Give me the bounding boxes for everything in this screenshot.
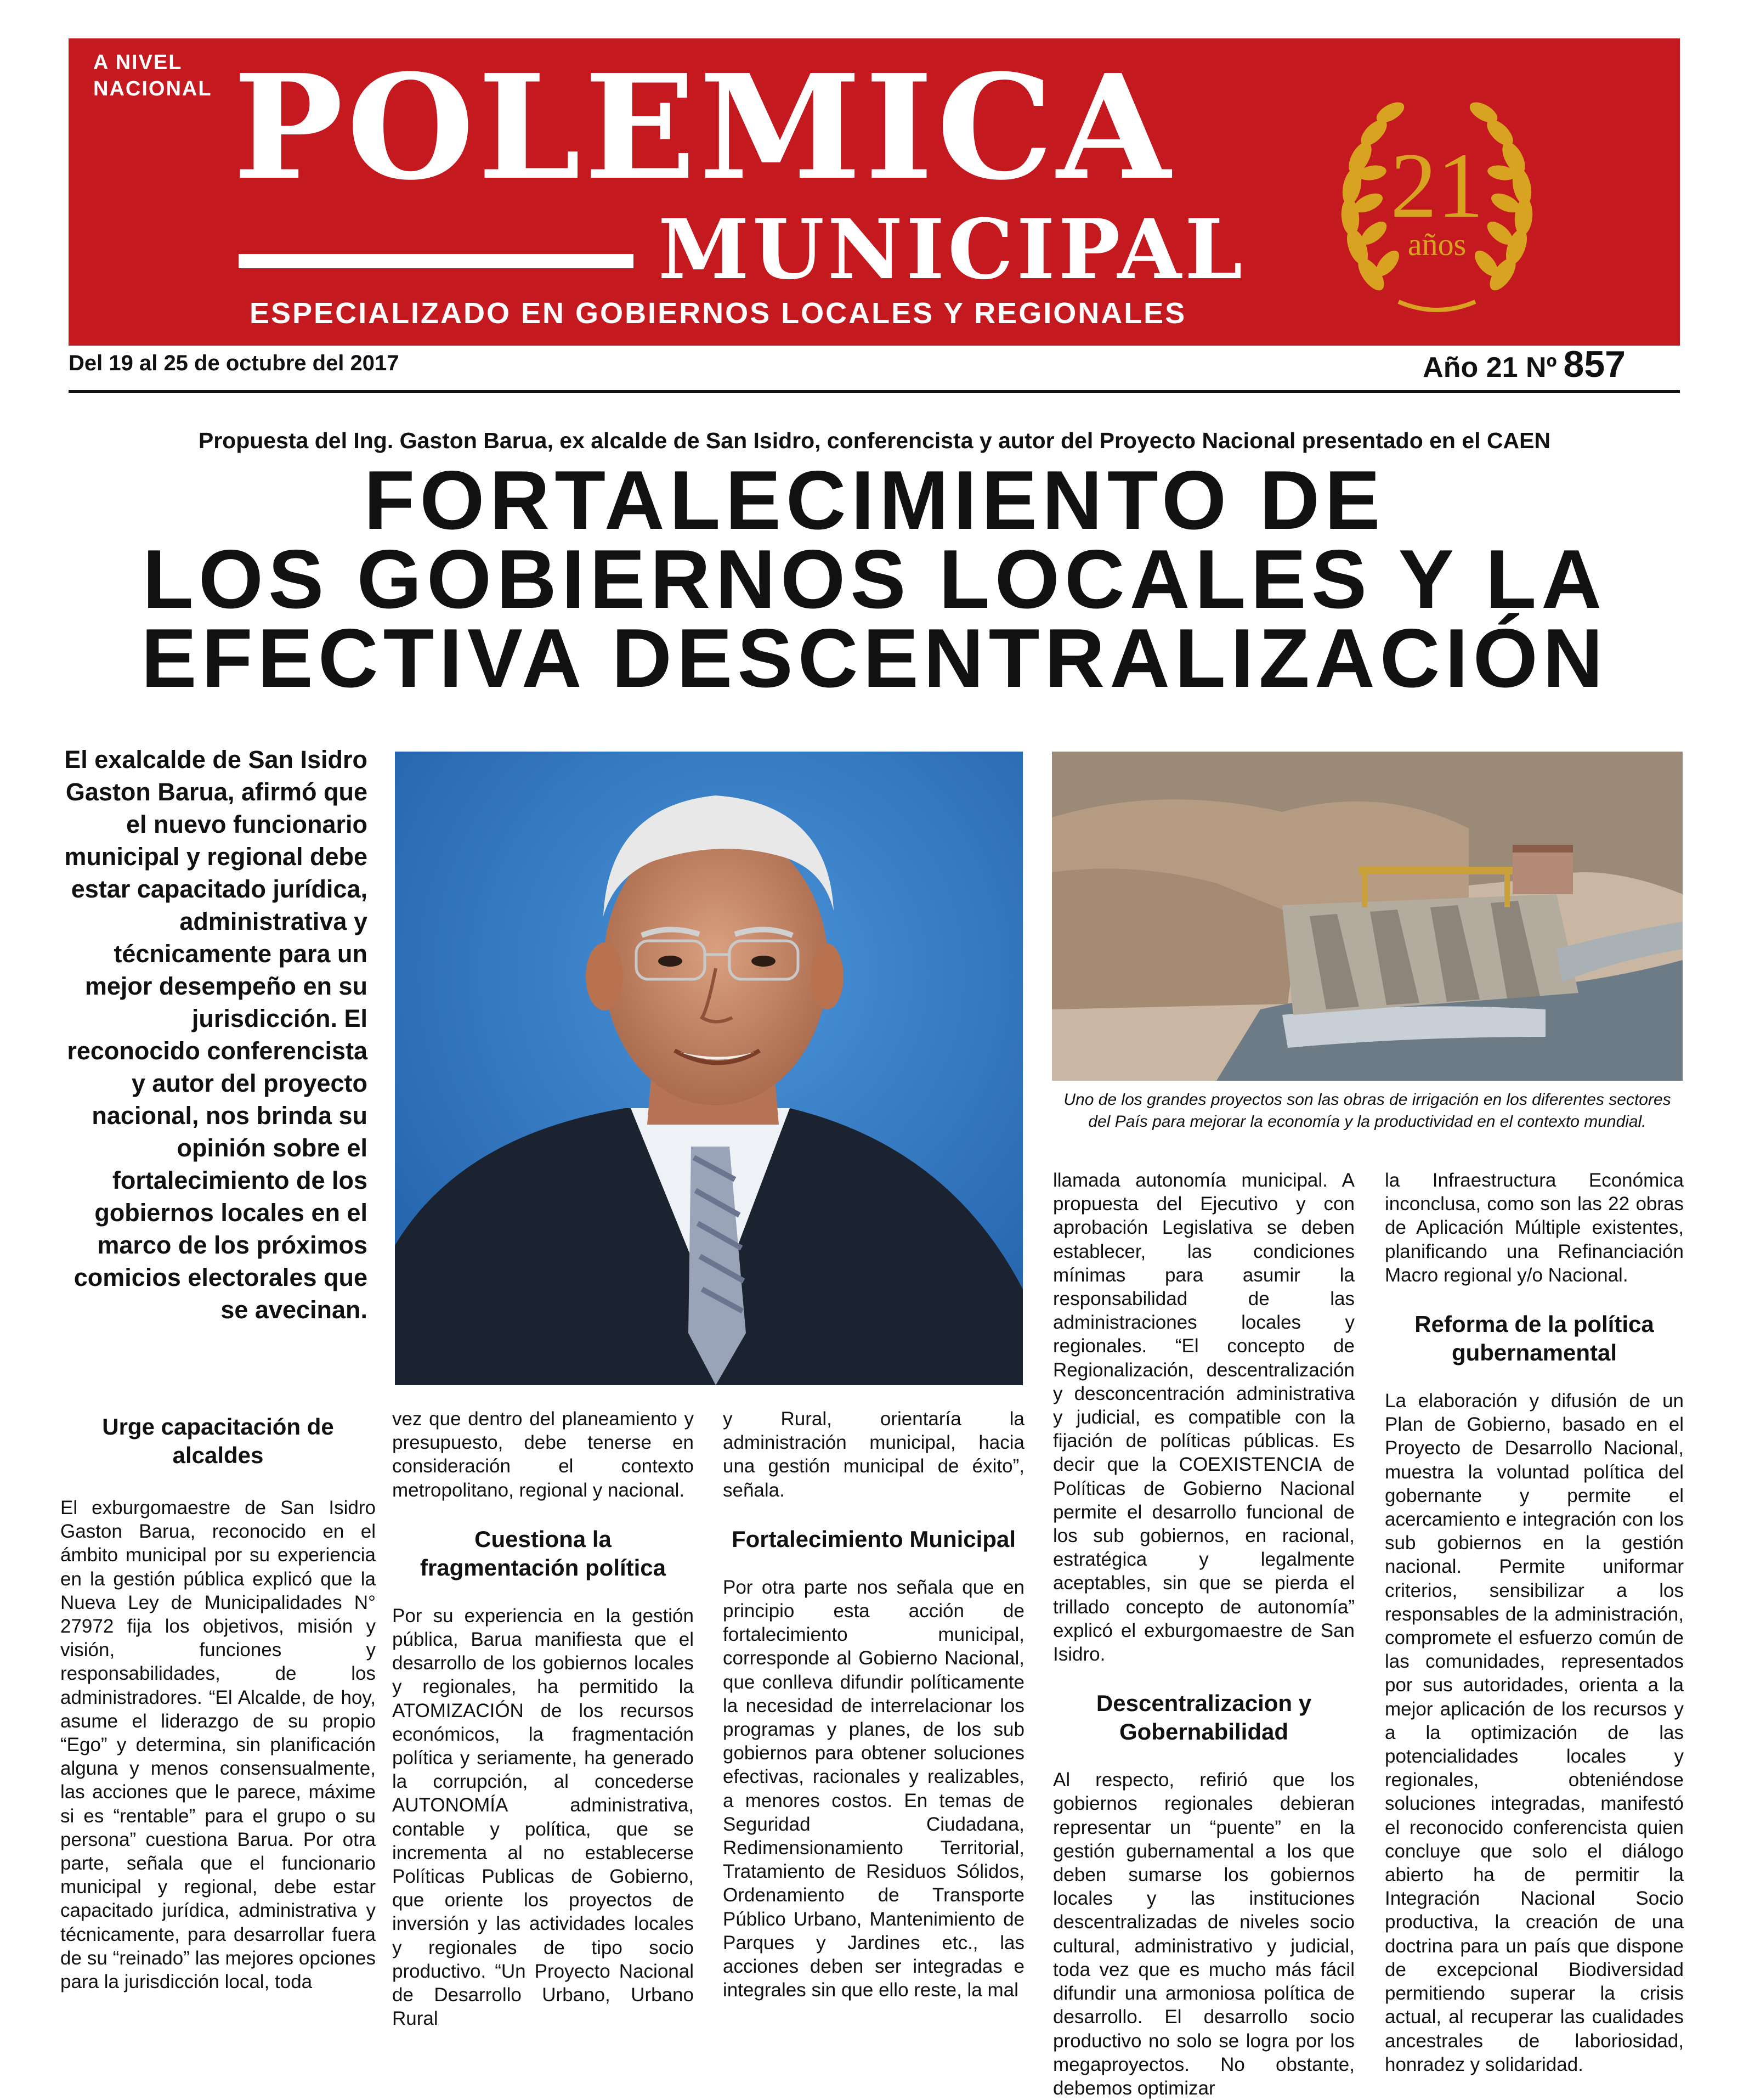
photo-caption: Uno de los grandes proyectos son las obras de irrigación en los diferentes sectores del País para mejorar la economía y la productividad en el contexto mundial. [1063, 1091, 1671, 1131]
anniversary-laurel-icon [1333, 93, 1541, 324]
column-text: llamada autonomía municipal. A propuesta del Ejecutivo y con aprobación Legislativa se deben establecer, las condiciones mínimas para asumir la responsabilidad de las administraciones locales y regionales. “El concepto de Regionalización, descentralización y desconcentración administrativa y judicial, es compatible con la fijación de políticas públicas. Es decir que la COEXISTENCIA de Políticas de Gobierno Nacional permite el desarrollo funcional de los sub gobiernos, en racional, estratégica y legalmente aceptables, sin que se pierda el trillado concepto de autonomía” explicó el exburgomaestre de San Isidro. [1053, 1170, 1355, 1666]
headline-line-2: LOS GOBIERNOS LOCALES Y LA [142, 533, 1607, 626]
column-text: Al respecto, refirió que los gobiernos regionales debieran representar un “puente” en la gestión gubernamental a los que deben sumarse los gobiernos locales y las instituciones descentralizadas de niveles socio cultural, administrativo y judicial, toda vez que es mucho más fácil difundir una armoniosa política de desarrollo. El desarrollo socio productivo no solo se logra por los megaproyectos. No obstante, debemos optimizar [1053, 1769, 1355, 2099]
dam-illustration [1052, 752, 1683, 1081]
column-text: vez que dentro del planeamiento y presupuesto, debe tenerse en consideración el contexto metropolitano, regional y nacional. [392, 1408, 694, 1501]
section-heading: Urge capacitación de alcaldes [102, 1414, 334, 1468]
column-text: y Rural, orientaría la administración municipal, hacia una gestión municipal de éxito”, señala. [723, 1408, 1025, 1501]
anniversary-label: años [1407, 227, 1467, 262]
article-headline [0, 454, 1749, 705]
section-heading: Reforma de la política gubernamental [1414, 1311, 1654, 1366]
article-lead: El exalcalde de San Isidro Gaston Barua, afirmó que el nuevo funcionario municipal y regional debe estar capacitado jurídica, administrativa y técnicamente para un mejor desempeño en su jurisdicción. El reconocido conferencista y autor del proyecto nacional, nos brinda su opinión sobre el fortalecimiento de los gobiernos locales en el marco de los próximos comicios electorales que se avecinan. [64, 746, 367, 1324]
section-heading: Fortalecimiento Municipal [731, 1526, 1016, 1552]
headline-line-3: EFECTIVA DESCENTRALIZACIÓN [141, 612, 1608, 705]
masthead [69, 38, 1680, 346]
portrait-photo [395, 752, 1023, 1385]
column-text: El exburgomaestre de San Isidro Gaston Barua, reconocido en el ámbito municipal por su experiencia en la gestión pública explicó que la Nueva Ley de Municipalidades N° 27972 fija los objetivos, misión y visión, funciones y responsabilidades, de los administradores. “El Alcalde, de hoy, asume el liderazgo de su propio “Ego” y determina, sin planificación alguna y menos consensualmente, las acciones que le parece, máxime si es “rentable” para el grupo o su persona” cuestiona Barua. Por otra parte, señala que el funcionario municipal y regional, debe estar capacitado jurídica, administrativa y técnicamente, para desarrollar fuera de su “reinado” las mejores opciones para la jurisdicción local, toda [60, 1497, 376, 1993]
column-4 [1053, 1168, 1355, 2100]
column-5 [1385, 1168, 1684, 2076]
column-text: La elaboración y difusión de un Plan de Gobierno, basado en el Proyecto de Desarrollo Nacional, muestra la voluntad política del gobernante y permite el acercamiento e integración con los sub gobiernos en la gestión nacional. Permite uniformar criterios, sensibilizar a los responsables de la administración, compromete el esfuerzo común de las comunidades, representados por sus autoridades, orienta a la mejor aplicación de los recursos y a la optimización de las potencialidades locales y regionales, obteniéndose soluciones integradas, manifestó el reconocido conferencista quien concluye que solo el diálogo abierto ha de permitir la Integración Nacional Socio productiva, la creación de una doctrina para un país que dispone de excepcional Biodiversidad permitiendo superar la crisis actual, al recuperar las cualidades ancestrales de laboriosidad, honradez y solidaridad. [1385, 1390, 1684, 2075]
edition-dates: Del 19 al 25 de octubre del 2017 [69, 351, 399, 375]
column-1 [60, 1413, 376, 1994]
title-rule [239, 254, 633, 268]
issue-number-block [1423, 343, 1626, 386]
dam-photo [1052, 752, 1683, 1081]
column-text: la Infraestructura Económica inconclusa, como son las 22 obras de Aplicación Múltiple existentes, planificando una Refinanciación Macro regional y/o Nacional. [1385, 1170, 1684, 1286]
newspaper-subtitle: MUNICIPAL [658, 201, 1246, 298]
article-kicker: Propuesta del Ing. Gaston Barua, ex alcalde de San Isidro, conferencista y autor del Proyecto Nacional presentado en el CAEN [198, 428, 1551, 453]
section-heading: Descentralizacion y Gobernabilidad [1096, 1690, 1312, 1745]
coverage-line-2: NACIONAL [93, 77, 212, 100]
section-heading: Cuestiona la fragmentación política [420, 1526, 666, 1580]
tagline: ESPECIALIZADO EN GOBIERNOS LOCALES Y REGIONALES [250, 297, 1187, 330]
column-text: Por otra parte nos señala que en principio esta acción de fortalecimiento municipal, corresponde al Gobierno Nacional, que conlleva difundir políticamente la necesidad de interrelacionar los programas y planes, de los sub gobiernos para obtener soluciones efectivas, racionales y realizables, a menores costos. En temas de Seguridad Ciudadana, Redimensionamiento Territorial, Tratamiento de Residuos Sólidos, Ordenamiento de Transporte Público Urbano, Mantenimiento de Parques y Jardines etc., las acciones deben ser integradas e integrales sin que ello reste, la mal [723, 1576, 1025, 2001]
column-2 [392, 1407, 694, 2030]
year-label: Año 21 Nº [1423, 352, 1557, 383]
newspaper-title: POLEMICA [233, 43, 1174, 212]
column-text: Por su experiencia en la gestión pública, Barua manifiesta que el desarrollo de los gobiernos locales y regionales, ha permitido la ATOMIZACIÓN de los recursos económicos, la fragmentación política y seriamente, ha generado la corrupción, al concederse AUTONOMÍA administrativa, contable y política, que se incrementa al no establecerse Políticas Publicas de Gobierno, que oriente los proyectos de inversión y las actividades locales y regionales de tipo socio productivo. “Un Proyecto Nacional de Desarrollo Urbano, Urbano Rural [392, 1605, 694, 2030]
headline-line-1: FORTALECIMIENTO DE [364, 454, 1385, 547]
portrait-illustration [395, 752, 1023, 1385]
coverage-label [93, 49, 212, 102]
issue-number: 857 [1563, 343, 1626, 385]
divider [69, 390, 1680, 393]
column-3 [723, 1407, 1025, 2002]
anniversary-number: 21 [1390, 134, 1484, 237]
coverage-line-1: A NIVEL [93, 51, 183, 74]
